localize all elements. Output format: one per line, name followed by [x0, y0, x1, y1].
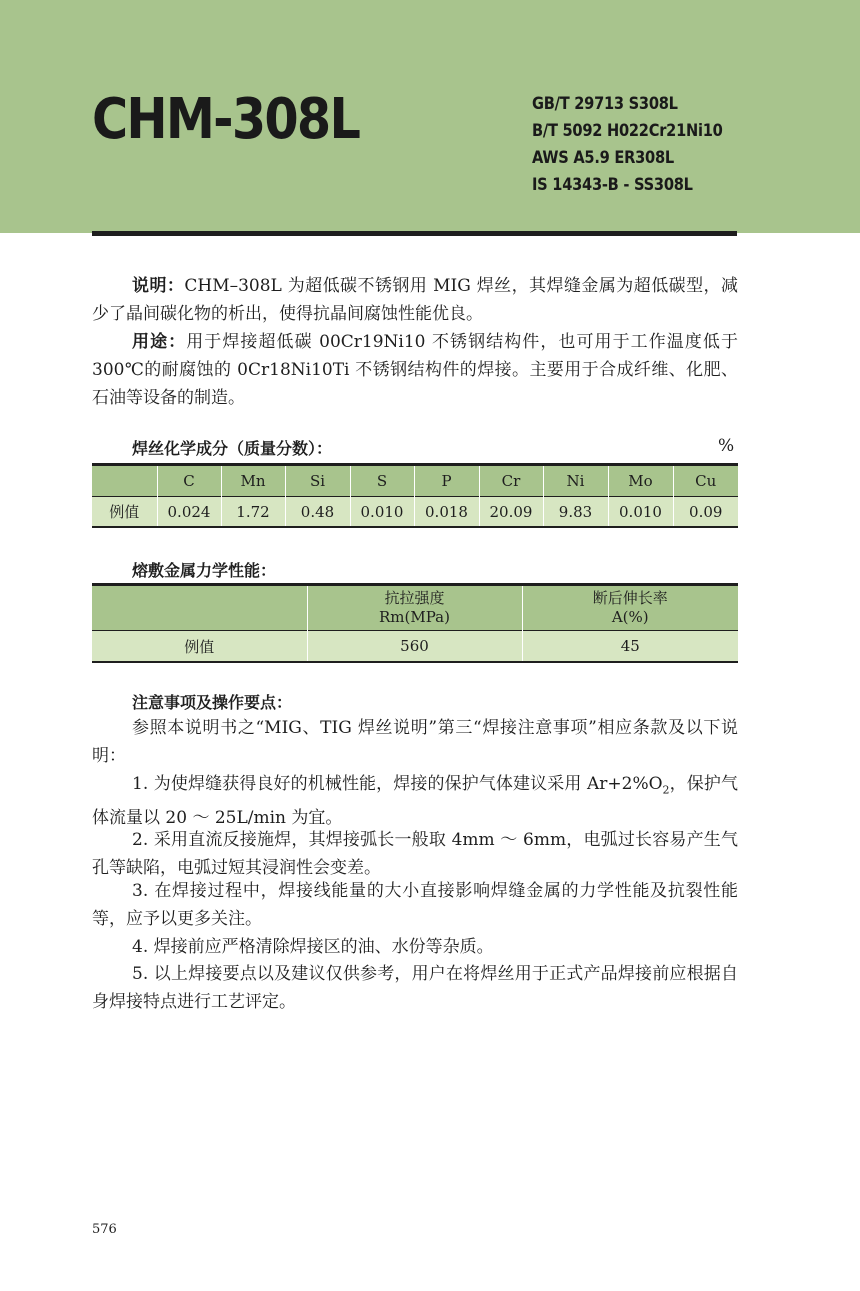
element-value: 0.018 [414, 497, 479, 528]
header-rule [92, 231, 737, 236]
element-value: 9.83 [543, 497, 608, 528]
element-header: Cr [479, 465, 543, 497]
chemistry-table [92, 463, 738, 528]
element-header: Si [285, 465, 350, 497]
element-value: 1.72 [221, 497, 285, 528]
header-band [0, 0, 860, 233]
elongation-header-unit: A(%) [611, 608, 649, 626]
standard-aws: AWS A5.9 ER308L [532, 148, 674, 168]
note-item-3: 3. 在焊接过程中，焊接线能量的大小直接影响焊缝金属的力学性能及抗裂性能等，应予以更多关注。 [92, 881, 738, 929]
description-text: CHM–308L 为超低碳不锈钢用 MIG 焊丝，其焊缝金属为超低碳型，减少了晶间碳化物的析出，使得抗晶间腐蚀性能优良。 [92, 276, 739, 324]
element-value: 0.024 [157, 497, 221, 528]
mechanical-value-row [92, 631, 738, 663]
element-value: 20.09 [479, 497, 543, 528]
mechanical-title: 熔敷金属力学性能： [132, 561, 277, 580]
elongation-header-name: 断后伸长率 [592, 589, 668, 607]
notes-intro: 参照本说明书之“MIG、TIG 焊丝说明”第三“焊接注意事项”相应条款及以下说明： [92, 718, 738, 766]
description-paragraph [92, 272, 738, 328]
product-title: CHM-308L [92, 87, 360, 152]
element-value: 0.09 [673, 497, 738, 528]
standards-list [532, 91, 723, 199]
note-item-1-text: 1. 为使焊缝获得良好的机械性能，焊接的保护气体建议采用 Ar+2%O [132, 774, 663, 794]
element-header: Ni [543, 465, 608, 497]
element-header: Cu [673, 465, 738, 497]
elongation-value: 45 [522, 631, 738, 663]
element-header: C [157, 465, 221, 497]
element-value: 0.010 [608, 497, 673, 528]
row-label: 例值 [92, 497, 157, 528]
page-number: 576 [92, 1222, 117, 1237]
elongation-header [522, 585, 738, 631]
note-item-4: 4. 焊接前应严格清除焊接区的油、水份等杂质。 [132, 937, 494, 957]
tensile-value: 560 [307, 631, 522, 663]
note-item-1 [92, 770, 738, 832]
element-header: S [350, 465, 414, 497]
note-item-5: 5. 以上焊接要点以及建议仅供参考，用户在将焊丝用于正式产品焊接前应根据自身焊接特点进行工艺评定。 [92, 964, 738, 1012]
element-header: Mo [608, 465, 673, 497]
usage-paragraph [92, 328, 738, 412]
standard-gb: GB/T 29713 S308L [532, 94, 678, 114]
table-corner-cell [92, 465, 157, 497]
chemistry-title: 焊丝化学成分（质量分数）： [132, 439, 333, 458]
standard-is: IS 14343-B - SS308L [532, 175, 693, 195]
note-item-1-text-cont: ，保护气体流量以 20 ～ 25L/min 为宜。 [92, 774, 738, 829]
element-value: 0.48 [285, 497, 350, 528]
note-item-2: 2. 采用直流反接施焊，其焊接弧长一般取 4mm ～ 6mm，电弧过长容易产生气孔等缺陷，电弧过短其浸润性会变差。 [92, 830, 738, 878]
standard-bt: B/T 5092 H022Cr21Ni10 [532, 121, 723, 141]
usage-label: 用途： [132, 332, 187, 352]
chemistry-value-row [92, 497, 738, 528]
element-header: P [414, 465, 479, 497]
mechanical-header-row [92, 585, 738, 631]
chemistry-unit: % [718, 436, 735, 456]
notes-title: 注意事项及操作要点： [132, 693, 293, 712]
tensile-header [307, 585, 522, 631]
tensile-header-name: 抗拉强度 [384, 589, 445, 607]
note-item-1-subscript: 2 [662, 783, 670, 797]
description-label: 说明： [132, 276, 185, 296]
element-header: Mn [221, 465, 285, 497]
tensile-header-unit: Rm(MPa) [379, 608, 450, 626]
mechanical-table [92, 583, 738, 663]
chemistry-header-row [92, 465, 738, 497]
row-label: 例值 [92, 631, 307, 663]
element-value: 0.010 [350, 497, 414, 528]
table-corner-cell [92, 585, 307, 631]
usage-text: 用于焊接超低碳 00Cr19Ni10 不锈钢结构件，也可用于工作温度低于 300℃的耐腐蚀的 0Cr18Ni10Ti 不锈钢结构件的焊接。主要用于合成纤维、化肥、石油等设备的制造。 [92, 332, 738, 408]
